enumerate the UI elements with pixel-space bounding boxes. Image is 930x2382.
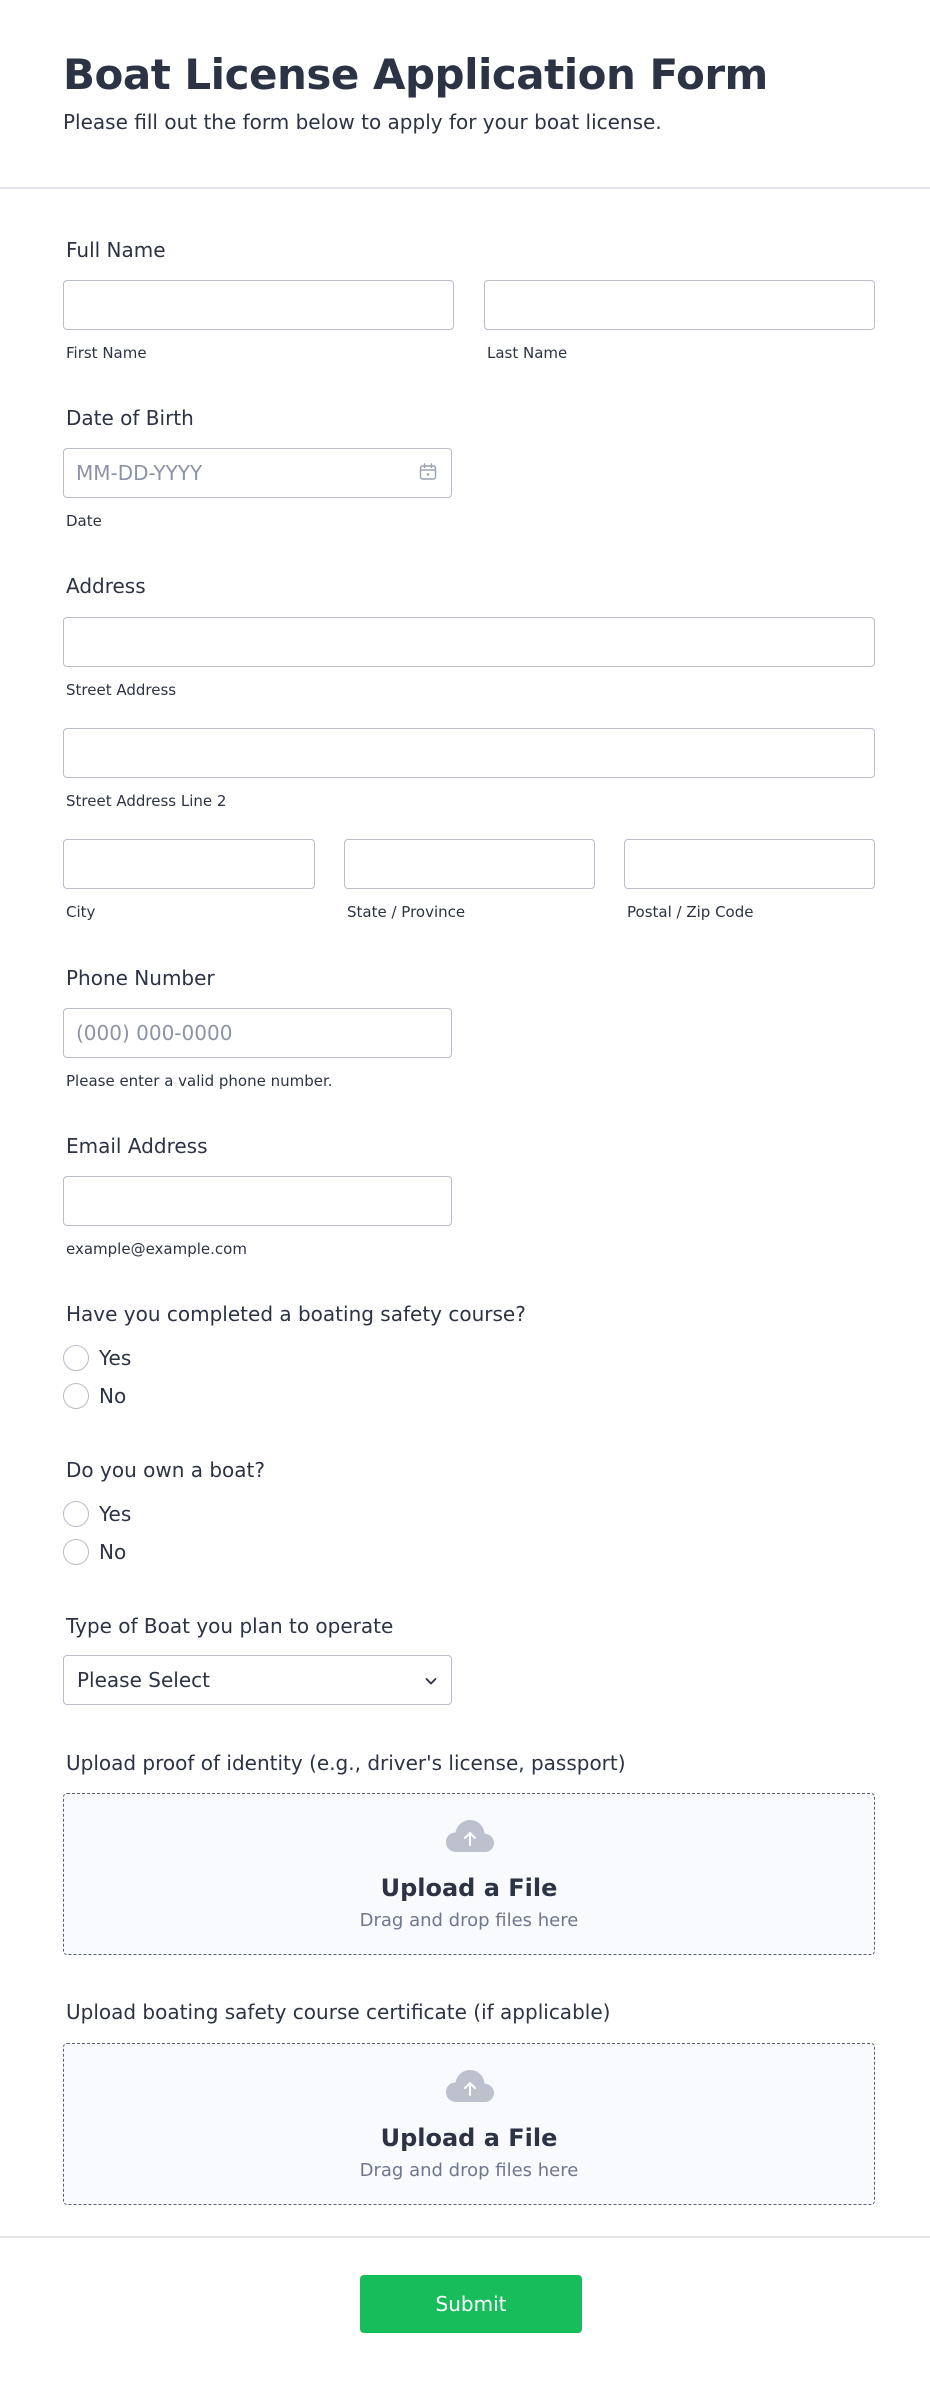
submit-button[interactable]: Submit <box>360 2275 582 2333</box>
address-label: Address <box>66 574 146 598</box>
chevron-down-icon <box>423 1673 439 1689</box>
upload-identity-label: Upload proof of identity (e.g., driver's license, passport) <box>66 1751 626 1775</box>
upload-certificate-dropzone[interactable] <box>63 2043 875 2205</box>
radio-button[interactable] <box>63 1539 89 1565</box>
radio-button[interactable] <box>63 1383 89 1409</box>
zip-input[interactable] <box>624 839 875 889</box>
own-boat-option-yes[interactable] <box>63 1500 131 1528</box>
boat-type-label: Type of Boat you plan to operate <box>66 1614 394 1638</box>
radio-button[interactable] <box>63 1501 89 1527</box>
dob-input[interactable] <box>63 448 452 498</box>
state-sublabel: State / Province <box>347 903 466 921</box>
safety-course-option-no[interactable] <box>63 1382 126 1410</box>
zip-sublabel: Postal / Zip Code <box>627 903 754 921</box>
safety-course-option-yes[interactable] <box>63 1344 131 1372</box>
radio-label: No <box>99 1540 127 1564</box>
page-title: Boat License Application Form <box>63 50 768 99</box>
radio-label: No <box>99 1384 127 1408</box>
safety-course-label: Have you completed a boating safety course? <box>66 1302 526 1326</box>
page-subtitle: Please fill out the form below to apply for your boat license. <box>63 110 662 134</box>
upload-title: Upload a File <box>380 2124 558 2152</box>
street-address-line2-sublabel: Street Address Line 2 <box>66 792 227 810</box>
upload-hint: Drag and drop files here <box>359 1910 579 1931</box>
phone-label: Phone Number <box>66 966 215 990</box>
email-sublabel: example@example.com <box>66 1240 247 1258</box>
form-header <box>0 0 930 189</box>
radio-label: Yes <box>99 1346 132 1370</box>
upload-identity-dropzone[interactable] <box>63 1793 875 1955</box>
own-boat-option-no[interactable] <box>63 1538 126 1566</box>
last-name-input[interactable] <box>484 280 875 330</box>
state-input[interactable] <box>344 839 595 889</box>
last-name-sublabel: Last Name <box>487 344 568 362</box>
first-name-input[interactable] <box>63 280 454 330</box>
boat-type-select[interactable] <box>63 1655 452 1705</box>
radio-button[interactable] <box>63 1345 89 1371</box>
email-label: Email Address <box>66 1134 208 1158</box>
upload-hint: Drag and drop files here <box>359 2160 579 2181</box>
select-value: Please Select <box>77 1668 210 1692</box>
cloud-upload-icon <box>445 2068 495 2106</box>
radio-label: Yes <box>99 1502 132 1526</box>
first-name-sublabel: First Name <box>66 344 147 362</box>
street-address-input[interactable] <box>63 617 875 667</box>
calendar-icon[interactable] <box>418 462 438 482</box>
dob-label: Date of Birth <box>66 406 194 430</box>
city-input[interactable] <box>63 839 315 889</box>
street-address-line2-input[interactable] <box>63 728 875 778</box>
cloud-upload-icon <box>445 1818 495 1856</box>
upload-title: Upload a File <box>380 1874 558 1902</box>
dob-sublabel: Date <box>66 512 102 530</box>
city-sublabel: City <box>66 903 96 921</box>
phone-input[interactable] <box>63 1008 452 1058</box>
upload-certificate-label: Upload boating safety course certificate (if applicable) <box>66 2000 611 2024</box>
email-input[interactable] <box>63 1176 452 1226</box>
own-boat-label: Do you own a boat? <box>66 1458 265 1482</box>
street-address-sublabel: Street Address <box>66 681 177 699</box>
phone-sublabel: Please enter a valid phone number. <box>66 1072 333 1090</box>
full-name-label: Full Name <box>66 238 166 262</box>
